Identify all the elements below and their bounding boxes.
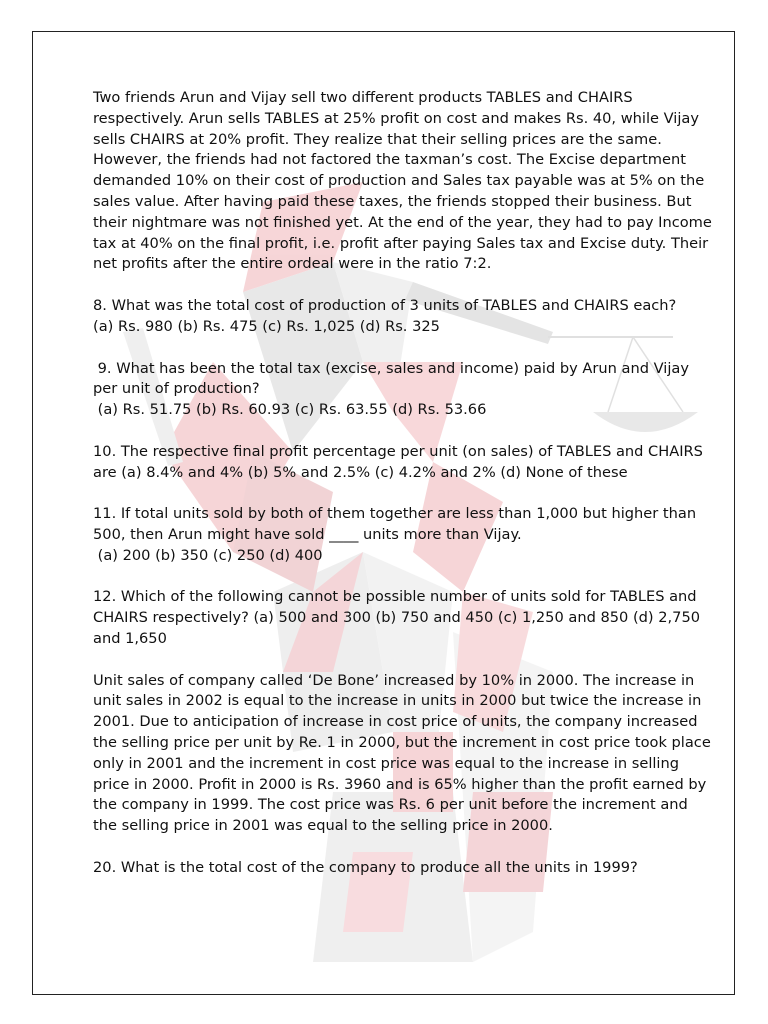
question-12: 12. Which of the following cannot be possible number of units sold for TABLES and CHAIRS respectively? (a) 500 and 300 (b) 750 and 450 (c) 1,250 and 850 (d) 2,750 and 1,650 xyxy=(93,588,705,647)
page xyxy=(32,31,735,995)
question-20: 20. What is the total cost of the company to produce all the units in 1999? xyxy=(93,858,638,876)
question-11: 11. If total units sold by both of them together are less than 1,000 but higher than 500, then Arun might have sold ____ units more than Vijay. (a) 200 (b) 350 (c) 250 (d) 400 xyxy=(93,505,697,564)
passage-arun-vijay: Two friends Arun and Vijay sell two different products TABLES and CHAIRS respectively. Arun sells TABLES at 25% profit on cost and makes Rs. 40, while Vijay sells CHAIRS at 20% profit. They realize that their selling prices are the same. However, the friends had not factored the taxman’s cost. The Excise department demanded 10% on their cost of production and Sales tax payable was at 5% on the sales value. After having paid these taxes, the friends stopped their business. But their nightmare was not finished yet. At the end of the year, they had to pay Income tax at 40% on the final profit, i.e. profit after paying Sales tax and Excise duty. Their net profits after the entire ordeal were in the ratio 7:2. xyxy=(93,89,717,273)
document-body xyxy=(93,88,717,899)
question-8: 8. What was the total cost of production of 3 units of TABLES and CHAIRS each? (a) Rs. 980 (b) Rs. 475 (c) Rs. 1,025 (d) Rs. 325 xyxy=(93,296,677,335)
question-9: 9. What has been the total tax (excise, sales and income) paid by Arun and Vijay per unit of production? (a) Rs. 51.75 (b) Rs. 60.93 (c) Rs. 63.55 (d) Rs. 53.66 xyxy=(93,359,689,419)
question-10: 10. The respective final profit percentage per unit (on sales) of TABLES and CHAIRS are (a) 8.4% and 4% (b) 5% and 2.5% (c) 4.2% and 2% (d) None of these xyxy=(93,442,708,481)
passage-de-bone: Unit sales of company called ‘De Bone’ increased by 10% in 2000. The increase in unit sales in 2002 is equal to the increase in units in 2000 but twice the increase in 2001. Due to anticipation of increase in cost price of units, the company increased the selling price per unit by Re. 1 in 2000, but the increment in cost price took place only in 2001 and the increment in cost price was equal to the increase in selling price in 2000. Profit in 2000 is Rs. 3960 and is 65% higher than the profit earned by the company in 1999. The cost price was Rs. 6 per unit before the increment and the selling price in 2001 was equal to the selling price in 2000. xyxy=(93,671,716,835)
